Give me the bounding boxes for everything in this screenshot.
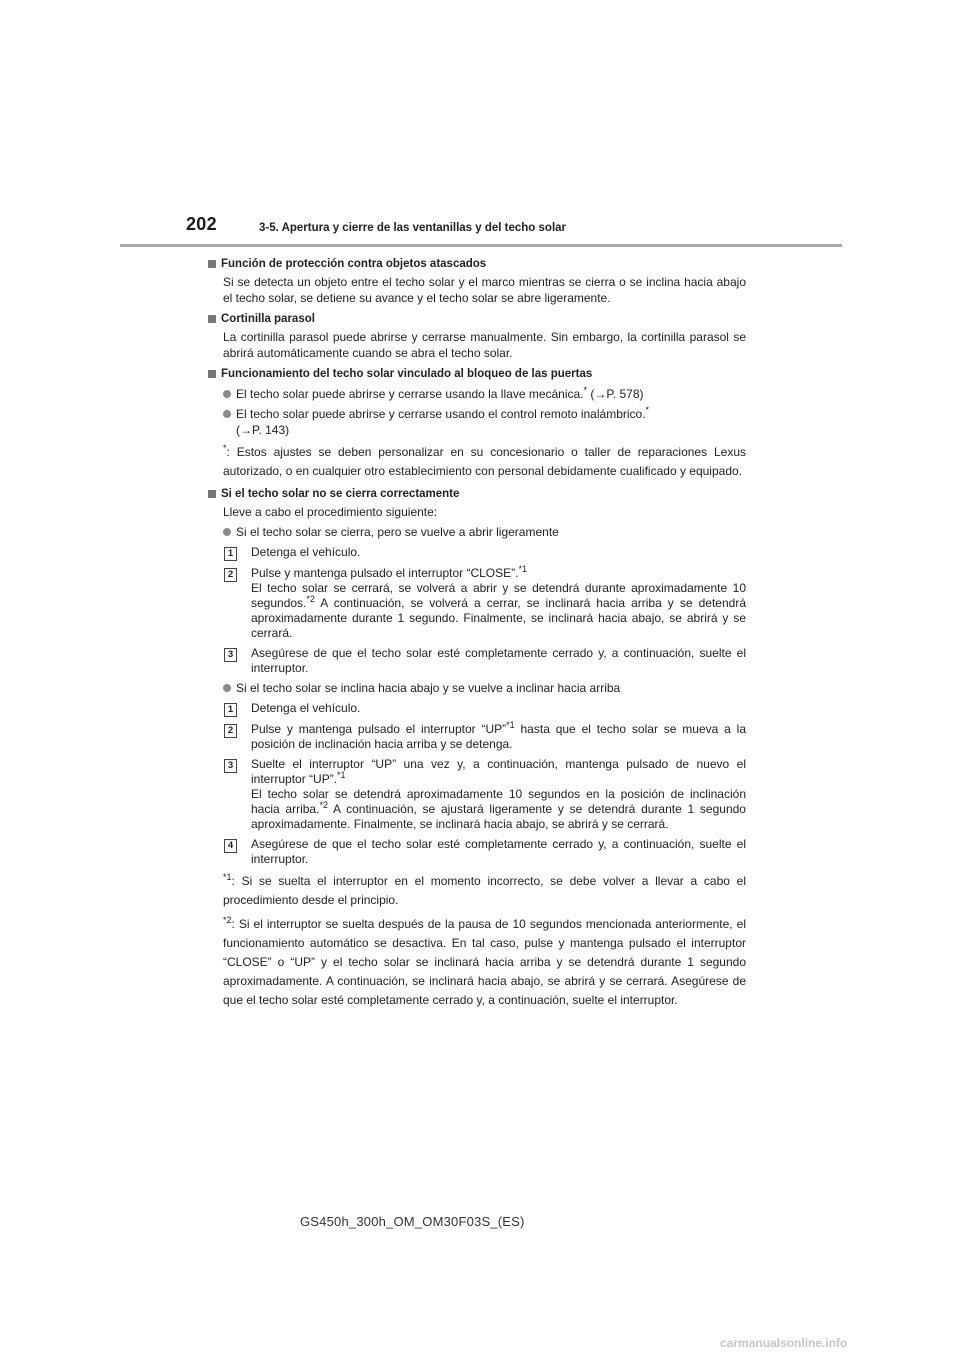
section-intro: Lleve a cabo el procedimiento siguiente: (223, 505, 438, 519)
step-item (224, 646, 746, 676)
step-number: 1 (224, 703, 237, 717)
section-paragraph: Si se detecta un objeto entre el techo solar y el marco mientras se cierra o se inclina hacia abajo el techo solar, se detiene su avance y el techo solar se abre ligeramente. (223, 275, 746, 305)
step-text-part: El techo solar se cerrará, se volverá a abrir y se detendrá durante aproximadamente 10 segundos. (251, 581, 746, 610)
round-bullet-icon (223, 410, 231, 418)
section-anti-jam (208, 256, 746, 306)
footnote-marker: *1 (518, 564, 527, 574)
square-bullet-icon (208, 490, 216, 498)
footnote (223, 872, 746, 910)
step-text: Asegúrese de que el techo solar esté completamente cerrado y, a continuación, suelte el interruptor. (251, 837, 746, 866)
page-number: 202 (186, 214, 217, 234)
round-bullet-icon (223, 528, 231, 536)
step-text-part: A continuación, se volverá a cerrar, se inclinará hacia arriba y se detendrá aproximadamente durante 1 segundo. Finalmente, se inclinará hacia abajo, se abrirá y se cerrará. (251, 596, 746, 640)
chapter-title: 3-5. Apertura y cierre de las ventanillas y del techo solar (259, 222, 567, 234)
step-text-part: Suelte el interruptor “UP” una vez y, a continuación, mantenga pulsado de nuevo el interruptor “UP”. (251, 757, 746, 786)
footnote-marker: *1 (223, 872, 232, 882)
section-title-text: Si el techo solar no se cierra correctamente (221, 488, 460, 500)
step-item (224, 722, 746, 752)
step-text (251, 566, 746, 641)
step-text: Detenga el vehículo. (251, 545, 361, 559)
step-item (224, 545, 746, 561)
footnote-text: : Si el interruptor se suelta después de la pausa de 10 segundos mencionada anteriormente, el funcionamiento automático se desactiva. En tal caso, pulse y mantenga pulsado el interruptor “CLOSE” o “UP” y el techo solar se inclinará hacia arriba y se detendrá durante 1 segundo aproximadamente. A continuación, se inclinará hacia abajo, se abrirá y se cerrará. Asegúrese de que el techo solar esté completamente cerrado y, a continuación, suelte el interruptor. (223, 917, 746, 1007)
section-title-text: Función de protección contra objetos atascados (221, 258, 487, 270)
section-sunshade (208, 311, 746, 361)
watermark: carmanualsonline.info (720, 1336, 848, 1350)
step-item (224, 701, 746, 717)
step-number: 2 (224, 724, 237, 738)
page-reference-link[interactable]: (→P. 578) (587, 387, 644, 401)
step-text-part: hasta que el techo solar se mueva a la posición de inclinación hacia arriba y se detenga. (251, 722, 747, 751)
step-number: 2 (224, 568, 237, 582)
footnote-marker: *2 (306, 594, 315, 604)
footnote-marker: *2 (319, 800, 328, 810)
footnote (223, 443, 746, 481)
section-title (208, 366, 746, 382)
bullet-text: El techo solar puede abrirse y cerrarse usando el control remoto inalámbrico. (236, 407, 646, 421)
square-bullet-icon (208, 315, 216, 323)
footnote-text: : Si se suelta el interruptor en el momento incorrecto, se debe volver a llevar a cabo el procedimiento desde el principio. (223, 874, 746, 907)
footnote-marker: * (223, 443, 227, 453)
footnote (223, 915, 746, 1010)
bullet-text: El techo solar puede abrirse y cerrarse usando la llave mecánica. (236, 387, 584, 401)
step-text: Asegúrese de que el techo solar esté completamente cerrado y, a continuación, suelte el interruptor. (251, 646, 746, 675)
list-item (223, 406, 746, 438)
footnote-body (223, 872, 746, 910)
footnote-text: : Estos ajustes se deben personalizar en su concesionario o taller de reparaciones Lexus autorizado, o en cualquier otro establecimiento con personal debidamente cualificado y equipado. (223, 445, 746, 478)
step-text-part: El techo solar se detendrá aproximadamente 10 segundos en la posición de inclinación hacia arriba. (251, 787, 746, 816)
page-reference-link[interactable]: (→P. 143) (236, 423, 290, 437)
step-text-part: Pulse y mantenga pulsado el interruptor “CLOSE”. (251, 566, 519, 580)
round-bullet-icon (223, 684, 231, 692)
round-bullet-icon (223, 390, 231, 398)
step-number: 3 (224, 648, 237, 662)
section-title (208, 256, 746, 272)
list-item-text: Si el techo solar se inclina hacia abajo y se vuelve a inclinar hacia arriba (236, 681, 621, 695)
section-not-closing (208, 486, 746, 1010)
list-item (223, 680, 746, 696)
list-item-text: Si el techo solar se cierra, pero se vuelve a abrir ligeramente (236, 525, 559, 539)
section-title (208, 311, 746, 327)
step-text (251, 722, 746, 752)
page-header (0, 0, 960, 250)
footnote-body (223, 915, 746, 1010)
step-number: 1 (224, 547, 237, 561)
manual-code: GS450h_300h_OM_OM30F03S_(ES) (300, 1214, 525, 1229)
list-item (223, 524, 746, 540)
step-text-part: Pulse y mantenga pulsado el interruptor “UP” (251, 722, 507, 736)
step-text-part: A continuación, se ajustará ligeramente y se detendrá durante 1 segundo aproximadamente. Finalmente, se inclinará hacia abajo, se abrirá y se cerrará. (251, 802, 746, 831)
header-rule (120, 244, 842, 247)
step-number: 4 (224, 839, 237, 853)
page-content (208, 256, 746, 1010)
step-item (224, 837, 746, 867)
footnote-marker: *1 (337, 770, 346, 780)
list-item-text (236, 406, 746, 438)
section-title-text: Funcionamiento del techo solar vinculado al bloqueo de las puertas (221, 368, 593, 380)
section-door-lock-link (208, 366, 746, 481)
step-text (251, 757, 746, 832)
step-item (224, 757, 746, 832)
footnote-marker: *1 (506, 720, 515, 730)
footnote-marker: * (645, 405, 650, 415)
section-paragraph: La cortinilla parasol puede abrirse y cerrarse manualmente. Sin embargo, la cortinilla parasol se abrirá automáticamente cuando se abra el techo solar. (223, 330, 746, 360)
list-item-text (236, 386, 746, 402)
footnote-body (223, 443, 746, 481)
section-title-text: Cortinilla parasol (221, 313, 315, 325)
step-number: 3 (224, 759, 237, 773)
square-bullet-icon (208, 370, 216, 378)
step-text: Detenga el vehículo. (251, 701, 361, 715)
footnote-marker: * (583, 385, 588, 395)
step-item (224, 566, 746, 641)
section-title (208, 486, 746, 502)
list-item (223, 386, 746, 402)
footnote-marker: *2 (223, 915, 232, 925)
square-bullet-icon (208, 260, 216, 268)
